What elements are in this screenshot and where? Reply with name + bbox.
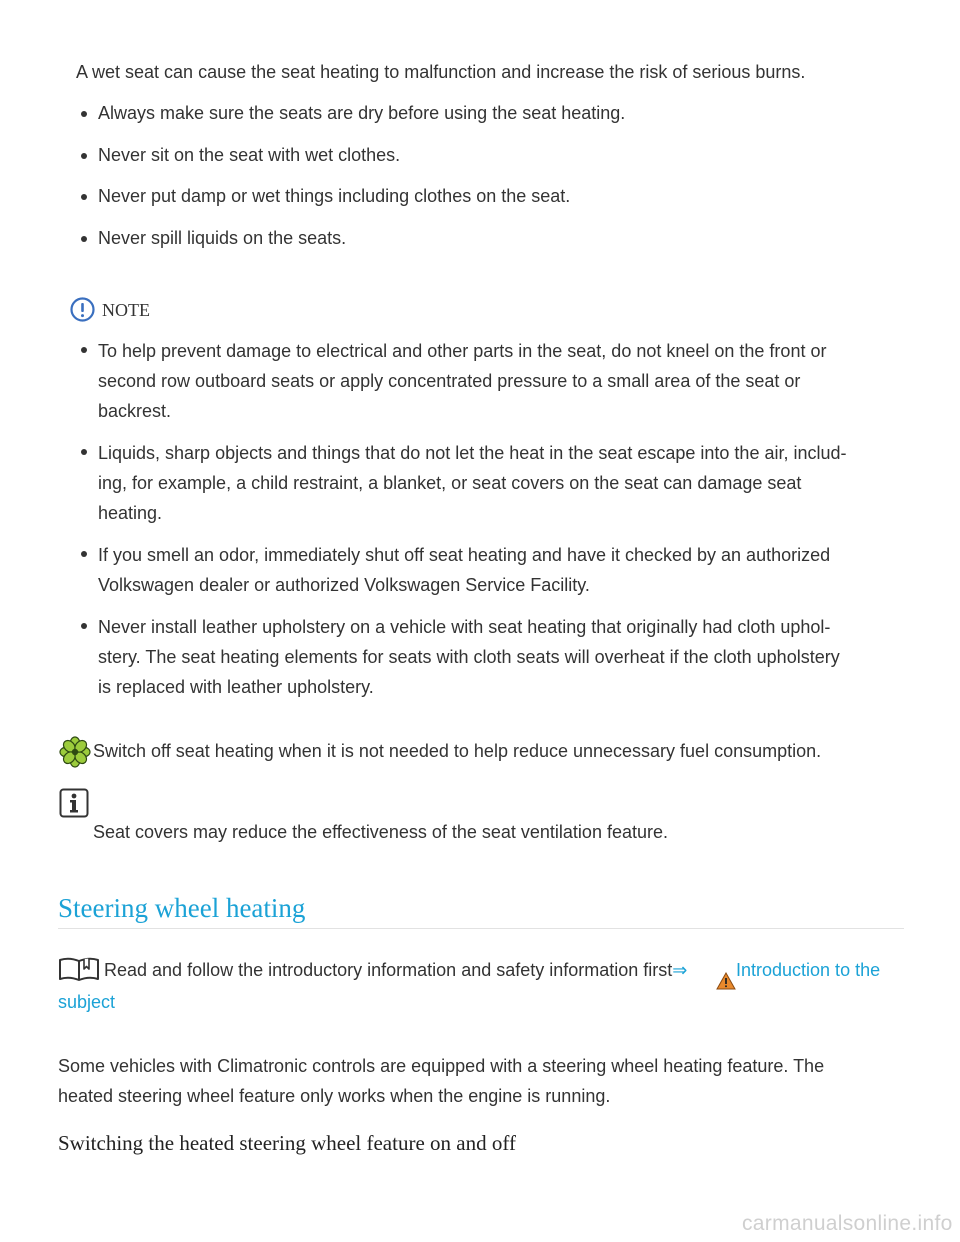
list-item: Liquids, sharp objects and things that do not let the heat in the seat escape into the air, includ- ing, for example, a child restraint, a blanket, or seat covers on the seat can damage seat heating. bbox=[98, 438, 847, 528]
subsection-heading: Switching the heated steering wheel feature on and off bbox=[58, 1131, 516, 1155]
eco-flower-icon bbox=[59, 736, 91, 773]
section-heading: Steering wheel heating bbox=[58, 893, 306, 923]
warning-list bbox=[98, 102, 625, 249]
warning-intro: A wet seat can cause the seat heating to malfunction and increase the risk of serious burns. bbox=[76, 62, 806, 82]
eco-tip-text: Switch off seat heating when it is not needed to help reduce unnecessary fuel consumption. bbox=[93, 741, 822, 761]
note-title: NOTE bbox=[102, 300, 150, 320]
introduction-link[interactable]: Introduction to the bbox=[736, 960, 881, 980]
section-body: Some vehicles with Climatronic controls are equipped with a steering wheel heating feature. The heated steering wheel feature only works when the engine is running. bbox=[58, 1056, 825, 1106]
section-divider bbox=[58, 928, 904, 929]
note-list bbox=[98, 336, 847, 702]
list-item: Never spill liquids on the seats. bbox=[98, 227, 625, 249]
list-item: Never put damp or wet things including clothes on the seat. bbox=[98, 185, 625, 227]
introduction-link-continued[interactable]: subject bbox=[58, 992, 116, 1012]
book-icon bbox=[58, 956, 100, 987]
list-item: If you smell an odor, immediately shut off seat heating and have it checked by an authorized Volkswagen dealer or authorized Volkswagen Service Facility. bbox=[98, 540, 847, 600]
info-tip-text: Seat covers may reduce the effectiveness of the seat ventilation feature. bbox=[93, 822, 668, 842]
list-item: Never install leather upholstery on a vehicle with seat heating that originally had cloth uphol- stery. The seat heating elements for seats with cloth seats will overheat if the cloth upholstery is replaced with leather upholstery. bbox=[98, 612, 847, 702]
arrow-link[interactable]: ⇒ bbox=[672, 960, 688, 980]
watermark: carmanualsonline.info bbox=[742, 1212, 953, 1235]
list-item: Never sit on the seat with wet clothes. bbox=[98, 144, 625, 185]
list-item: To help prevent damage to electrical and other parts in the seat, do not kneel on the front or second row outboard seats or apply concentrated pressure to a small area of the seat or backrest. bbox=[98, 336, 847, 426]
info-icon bbox=[59, 788, 89, 823]
read-first-text: Read and follow the introductory information and safety information first⇒ bbox=[104, 960, 688, 980]
exclamation-circle-icon bbox=[70, 297, 95, 327]
list-item: Always make sure the seats are dry before using the seat heating. bbox=[98, 102, 625, 144]
warning-triangle-icon[interactable] bbox=[716, 972, 736, 995]
